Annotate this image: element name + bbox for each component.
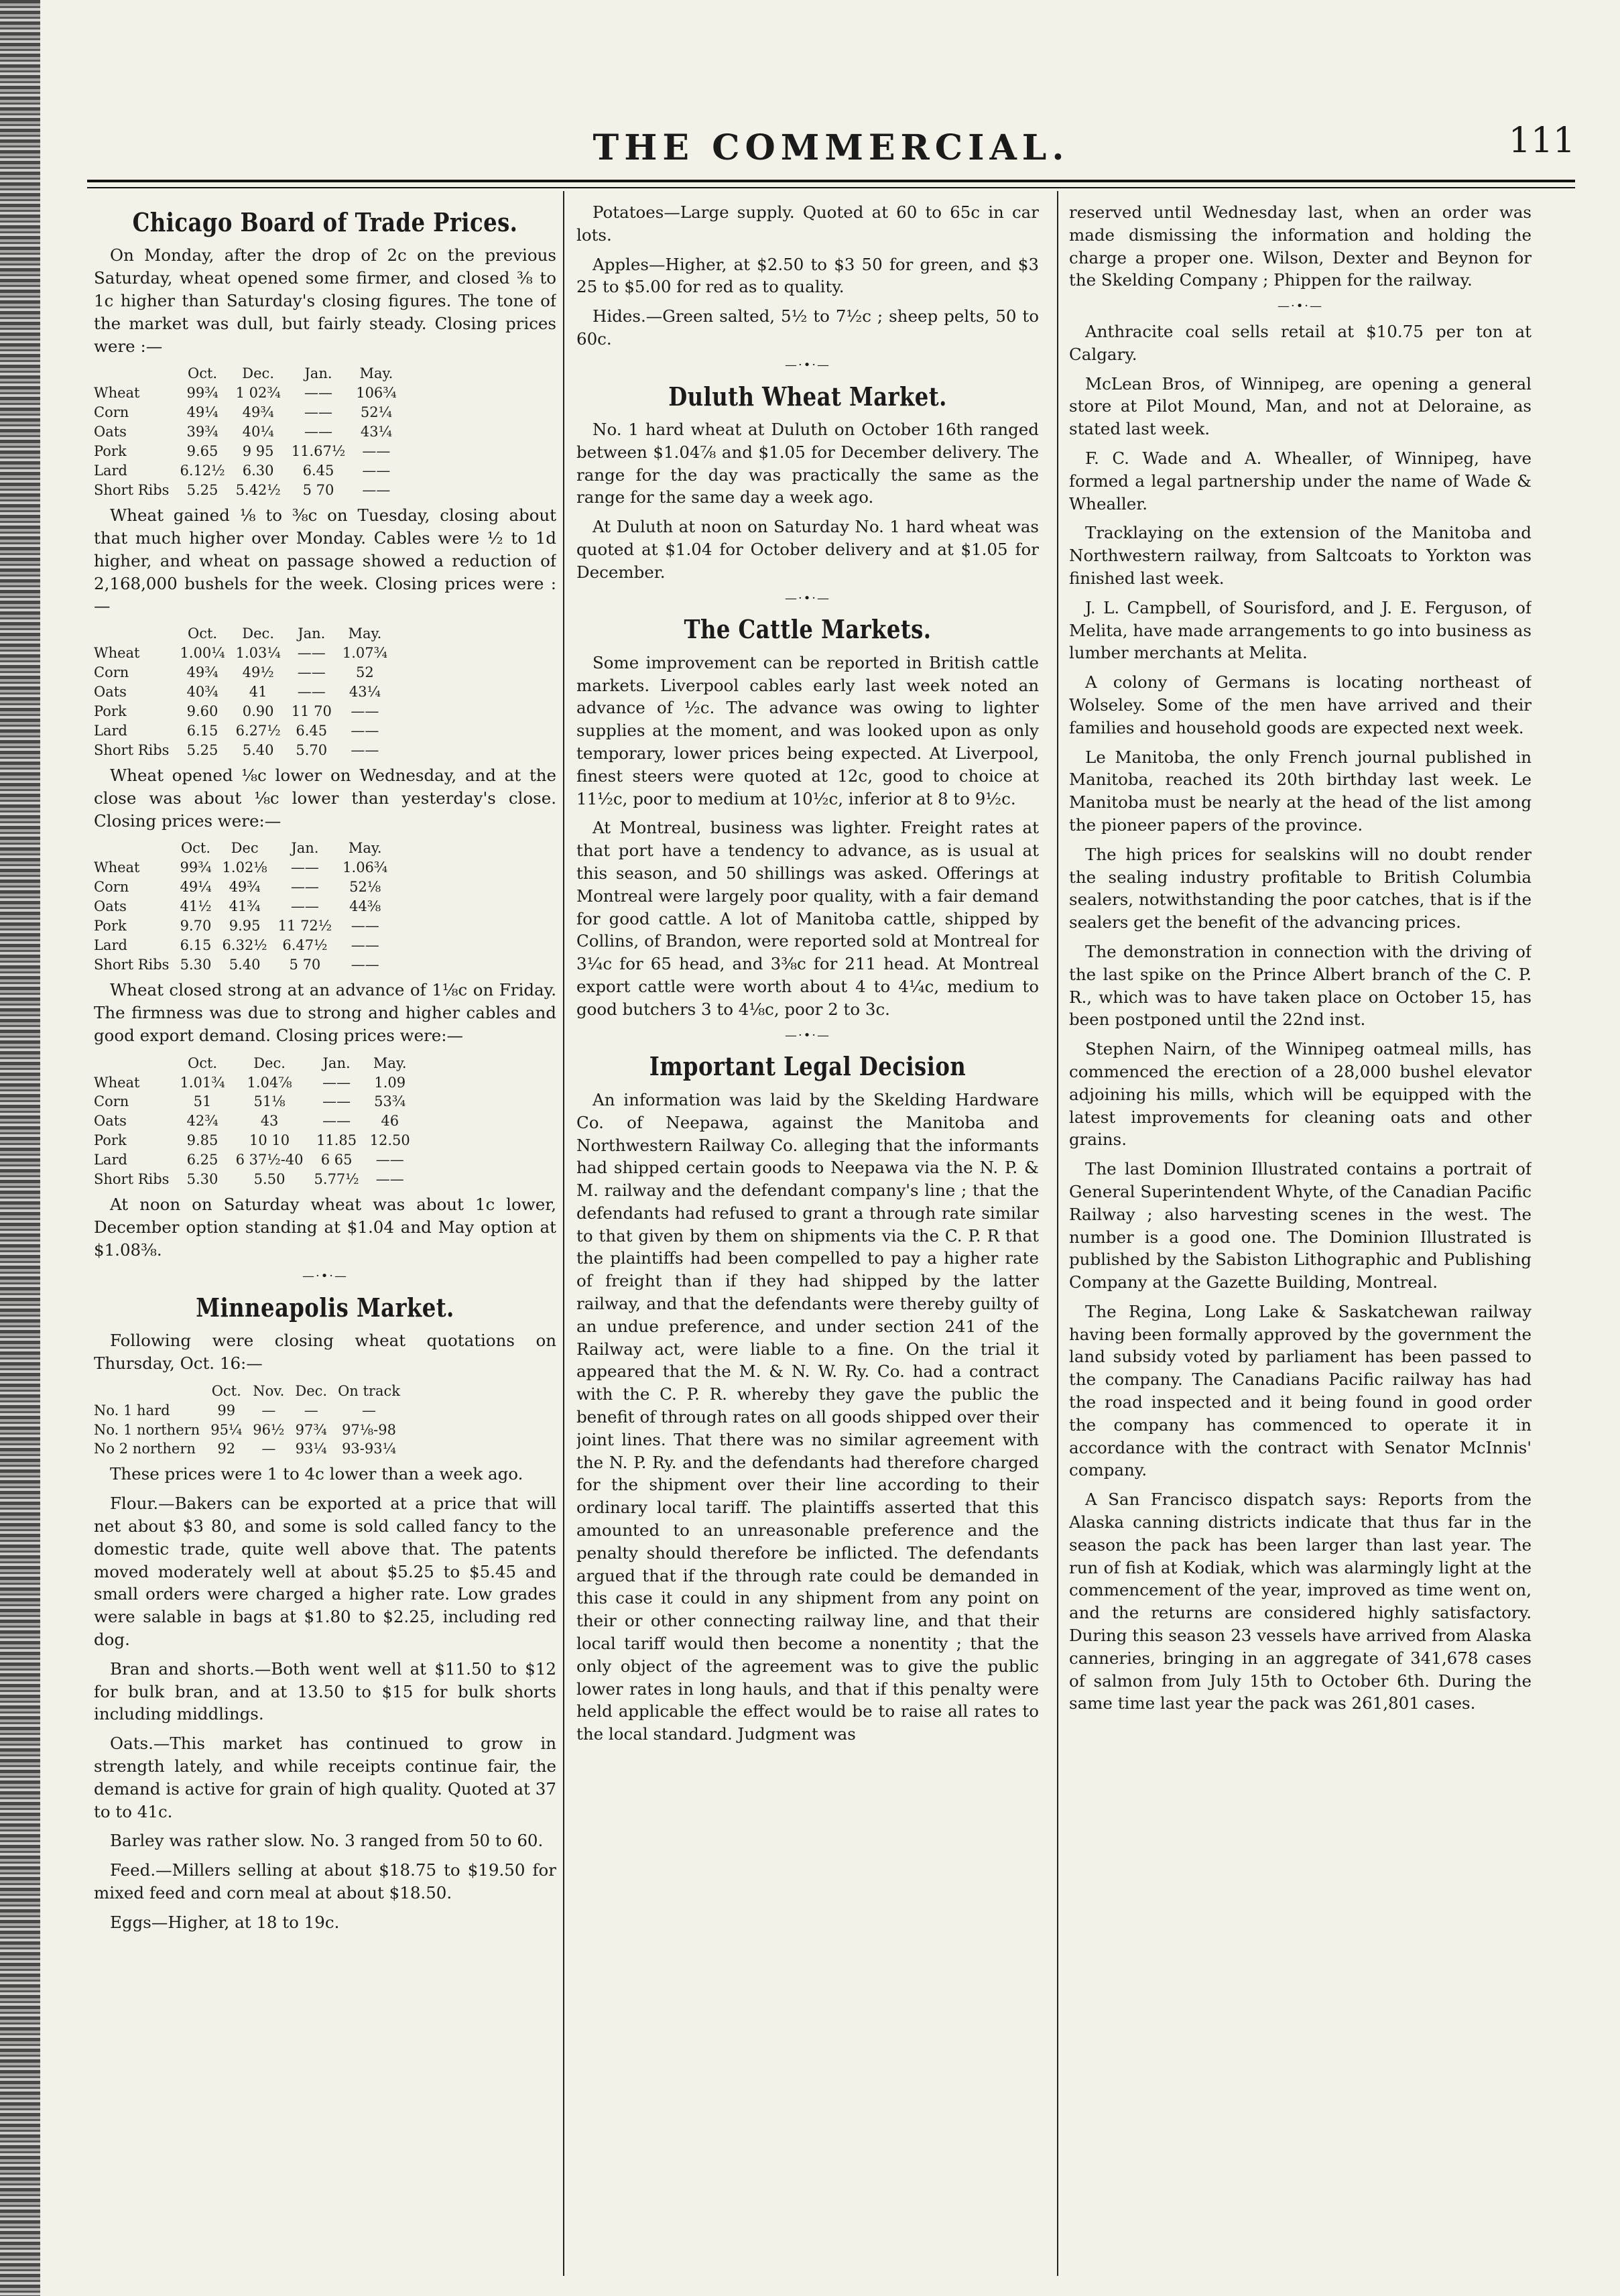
news-item: The last Dominion Illustrated contains a portrait of General Superintendent Whyte, of the Canadian Pacific Railway ; also harvesting scenes in the west. The number is a good one. The Dominion Illustrated is published by the Sabiston Lithographic and Publishing Company at the Gazette Building, Montreal.	[1069, 1159, 1532, 1292]
column-header: Dec	[231, 840, 259, 857]
price-cell: 49¾	[186, 664, 219, 681]
chicago-tuesday: Wheat gained ⅛ to ⅜c on Tuesday, closing about that much higher over Monday. Cables were ½ to 1d higher, and wheat on passage showed a reduction of 2,168,000 bushels for the week. Closing prices were :—	[94, 505, 556, 616]
commodity: Short Ribs	[94, 1171, 170, 1188]
price-cell: 99¾	[186, 385, 219, 402]
commodity: Lard	[94, 723, 127, 739]
table-row	[94, 1092, 416, 1111]
price-cell: 42¾	[186, 1113, 219, 1130]
price-cell: 41	[249, 684, 267, 701]
page-number: 111	[1508, 121, 1575, 161]
table-row	[94, 383, 402, 403]
table-row	[94, 878, 393, 897]
price-cell: ——	[351, 918, 379, 934]
price-cell: 43¼	[349, 684, 381, 701]
price-cell: ——	[297, 684, 326, 701]
price-cell: 0.90	[242, 703, 274, 720]
price-cell: 93-93¼	[342, 1441, 396, 1457]
column-header: Oct.	[187, 1054, 218, 1071]
newspaper-title: THE COMMERCIAL.	[593, 127, 1070, 168]
commodity: Short Ribs	[94, 742, 170, 758]
news-item: J. L. Campbell, of Sourisford, and J. E. Ferguson, of Melita, have made arrangements to go into business as lumber merchants at Melita.	[1069, 597, 1532, 663]
table-row	[94, 702, 393, 721]
grade: No 2 northern	[94, 1441, 196, 1457]
table-row	[94, 1439, 406, 1459]
minneapolis-table	[94, 1382, 406, 1459]
commodity: Short Ribs	[94, 957, 170, 973]
commodity: Wheat	[94, 645, 140, 662]
column-rule	[1057, 191, 1058, 2276]
price-cell: 46	[381, 1113, 399, 1130]
column-header: Oct.	[187, 365, 218, 382]
scan-edge	[0, 0, 40, 2296]
price-cell: 49¼	[180, 879, 212, 896]
price-cell: 97¾	[295, 1421, 327, 1438]
price-cell: 9.60	[186, 703, 219, 720]
eggs-paragraph: Eggs—Higher, at 18 to 19c.	[110, 1912, 340, 1932]
price-cell: 99¾	[180, 859, 212, 876]
column-header: On track	[338, 1382, 400, 1399]
price-cell: —	[362, 1402, 377, 1418]
grade: No. 1 hard	[94, 1402, 170, 1418]
table-row	[94, 1150, 416, 1170]
table-row	[94, 1170, 416, 1189]
commodity: Lard	[94, 463, 127, 479]
price-cell: ——	[304, 404, 332, 421]
price-cell: 6 37½-40	[235, 1152, 304, 1168]
price-cell: ——	[304, 424, 332, 440]
price-cell: 6.47½	[282, 937, 328, 954]
price-cell: 1.00¼	[180, 645, 225, 662]
price-cell: 11.85	[316, 1132, 357, 1149]
price-cell: 6.15	[186, 723, 219, 739]
news-item: The Regina, Long Lake & Saskatchewan railway having been formally approved by the government the land subsidy voted by parliament has been passed to the company. The Canadians Pacific railway has had the road inspected and it being found in good order the company has commenced to operate it in accordance with the contract with Senator McInnis' company.	[1069, 1301, 1532, 1480]
commodity: Corn	[94, 879, 129, 896]
column-header: May.	[348, 625, 382, 642]
section-separator: —·•·—	[784, 591, 831, 605]
price-cell: 97⅛-98	[342, 1421, 396, 1438]
table-row	[94, 1073, 416, 1093]
price-cell: ——	[351, 703, 379, 720]
column-header: Jan.	[291, 840, 319, 857]
legal-paragraph: An information was laid by the Skelding Hardware Co. of Neepawa, against the Manitoba and Northwestern Railway Co. alleging that the informants had shipped certain goods to Neepawa via the N. P. & M. railway and the defendant company's line ; that the defendants had refused to grant a through rate similar to that given by them on shipments via the C. P. R that the plaintiffs had been compelled to pay a higher rate of freight than if they had shipped by the latter railway, and that the defendants were thereby guilty of an undue preference, and under section 241 of the Railway act, were liable to a fine. On the trial it appeared that the M. & N. W. Ry. Co. had a contract with the C. P. R. whereby they gave the public the benefit of through rates on all goods shipped over their joint lines. That there was no similar agreement with the N. P. Ry. and the defendants had therefore charged for the shipment over their line according to their ordinary local tariff. The plaintiffs asserted that this amounted to an unreasonable preference and the penalty should therefore be inflicted. The defendants argued that if the through rate could be demanded in this case it could in any shipment from any point on their or other connecting railway line, and that their local tariff would then become a nonentity ; that the only object of the agreement was to give the public lower rates in long hauls, and that if this penalty were held applicable the effect would be to raise all rates to the local standard. Judgment was	[576, 1089, 1039, 1744]
price-cell: 51	[193, 1093, 212, 1110]
news-item: McLean Bros, of Winnipeg, are opening a general store at Pilot Mound, Man, and not at Deloraine, as stated last week.	[1069, 373, 1532, 439]
column-rule	[563, 191, 564, 2276]
price-cell: 5.42½	[235, 482, 281, 499]
price-cell: 1.03¼	[235, 645, 281, 662]
price-cell: ——	[351, 937, 379, 954]
cattle-paragraph: Some improvement can be reported in British cattle markets. Liverpool cables early last week noted an advance of ½c. The advance was owing to lighter supplies at the moment, and was looked upon as only temporary, lower prices being expected. At Liverpool, finest steers were quoted at 12c, good to choice at 11½c, poor to medium at 10½c, inferior at 8 to 9½c.	[576, 652, 1039, 808]
table-row	[94, 442, 402, 461]
price-cell: 11 72½	[277, 918, 332, 934]
price-cell: —	[261, 1402, 276, 1418]
column-header: Nov.	[253, 1382, 285, 1399]
table-row	[94, 936, 393, 955]
table-row	[94, 682, 393, 702]
price-cell: 5.30	[180, 957, 212, 973]
column-1	[94, 201, 556, 2266]
price-cell: 41¾	[229, 898, 261, 915]
header-rule	[87, 180, 1575, 188]
price-cell: 12.50	[369, 1132, 410, 1149]
table-row	[94, 422, 402, 442]
price-cell: 43¼	[360, 424, 392, 440]
price-cell: ——	[351, 723, 379, 739]
price-cell: 9 95	[242, 443, 274, 460]
price-cell: 6.45	[296, 723, 328, 739]
price-cell: 106¾	[356, 385, 397, 402]
price-cell: 52¼	[360, 404, 392, 421]
table-header	[94, 364, 402, 383]
column-header: Dec.	[242, 365, 274, 382]
column-header: Oct.	[180, 840, 211, 857]
news-item: The demonstration in connection with the driving of the last spike on the Prince Albert branch of the C. P. R., which was to have taken place on October 15, has been postponed until the 22nd inst.	[1069, 941, 1532, 1030]
hides-paragraph: Hides.—Green salted, 5½ to 7½c ; sheep pelts, 50 to 60c.	[576, 306, 1039, 349]
table-header	[94, 624, 393, 644]
chicago-heading: Chicago Board of Trade Prices.	[132, 207, 518, 237]
section-separator: —·•·—	[1277, 299, 1324, 314]
price-cell: 6 65	[320, 1152, 353, 1168]
section-separator: —·•·—	[302, 1268, 349, 1283]
table-row	[94, 481, 402, 500]
price-cell: ——	[322, 1093, 351, 1110]
bran-paragraph: Bran and shorts.—Both went well at $11.50 to $12 for bulk bran, and at 13.50 to $15 for bulk shorts including middlings.	[94, 1658, 556, 1724]
table-row	[94, 663, 393, 682]
price-table-friday	[94, 1054, 416, 1190]
price-cell: 1 02¾	[235, 385, 281, 402]
news-item: A San Francisco dispatch says: Reports from the Alaska canning districts indicate that thus far in the season the pack has been larger than last year. The run of fish at Kodiak, which was alarmingly light at the commencement of the year, improved as time went on, and the returns are considered highly satisfactory. During this season 23 vessels have arrived from Alaska canneries, bringing in an aggregate of 341,678 cases of salmon from July 15th to October 6th. During the same time last year the pack was 261,801 cases.	[1069, 1490, 1532, 1713]
commodity: Pork	[94, 918, 127, 934]
price-cell: ——	[297, 664, 326, 681]
price-cell: 5.70	[296, 742, 328, 758]
table-row	[94, 858, 393, 878]
price-cell: 5.40	[229, 957, 261, 973]
price-cell: 11.67½	[291, 443, 346, 460]
column-header: Dec.	[295, 1382, 328, 1399]
price-cell: ——	[297, 645, 326, 662]
section-separator: —·•·—	[784, 357, 831, 372]
commodity: Corn	[94, 664, 129, 681]
table-row	[94, 1111, 416, 1131]
news-item: Tracklaying on the extension of the Manitoba and Northwestern railway, from Saltcoats to Yorkton was finished last week.	[1069, 523, 1532, 588]
barley-paragraph: Barley was rather slow. No. 3 ranged from 50 to 60.	[110, 1831, 544, 1851]
price-cell: 1.01¾	[180, 1074, 225, 1091]
commodity: Oats	[94, 1113, 127, 1130]
price-cell: 6.12½	[180, 463, 225, 479]
price-cell: 9.65	[186, 443, 219, 460]
commodity: Lard	[94, 1152, 127, 1168]
price-cell: 41½	[180, 898, 212, 915]
price-cell: 6.25	[186, 1152, 219, 1168]
price-cell: ——	[322, 1074, 351, 1091]
price-cell: ——	[304, 385, 332, 402]
price-table-monday	[94, 364, 402, 500]
section-separator: —·•·—	[784, 1028, 831, 1042]
commodity: Oats	[94, 898, 127, 915]
price-cell: 6.45	[302, 463, 334, 479]
price-cell: 53¾	[374, 1093, 406, 1110]
table-row	[94, 461, 402, 481]
news-item: A colony of Germans is locating northeast of Wolseley. Some of the men have arrived and their families and household goods are expected next week.	[1069, 672, 1532, 737]
duluth-paragraph: At Duluth at noon on Saturday No. 1 hard wheat was quoted at $1.04 for October delivery and at $1.05 for December.	[576, 517, 1039, 582]
column-header: Jan.	[304, 365, 332, 382]
news-item: Anthracite coal sells retail at $10.75 per ton at Calgary.	[1069, 322, 1532, 364]
price-cell: 9.70	[180, 918, 212, 934]
price-cell: 1.04⅞	[247, 1074, 292, 1091]
column-2	[576, 201, 1039, 2266]
price-cell: —	[304, 1402, 318, 1418]
commodity: Oats	[94, 424, 127, 440]
price-cell: 52	[356, 664, 374, 681]
table-row	[94, 1421, 406, 1440]
column-header: Oct.	[187, 625, 218, 642]
price-cell: 40¼	[242, 424, 274, 440]
price-cell: 5.50	[253, 1171, 286, 1188]
price-cell: 40¾	[186, 684, 219, 701]
column-header: May.	[348, 840, 382, 857]
chicago-friday: Wheat closed strong at an advance of 1⅛c on Friday. The firmness was due to strong and higher cables and good export demand. Closing prices were:—	[94, 980, 556, 1045]
commodity: Corn	[94, 404, 129, 421]
feed-paragraph: Feed.—Millers selling at about $18.75 to $19.50 for mixed feed and corn meal at about $18.50.	[94, 1860, 556, 1902]
price-cell: 49½	[242, 664, 274, 681]
price-cell: 5.25	[186, 482, 219, 499]
cattle-heading: The Cattle Markets.	[684, 614, 932, 645]
price-cell: 6.30	[242, 463, 274, 479]
price-cell: 1.07¾	[342, 645, 387, 662]
commodity: Wheat	[94, 1074, 140, 1091]
oats-paragraph: Oats.—This market has continued to grow in strength lately, and while receipts continue fair, the demand is active for grain of high quality. Quoted at 37 to to 41c.	[94, 1734, 556, 1821]
price-cell: —	[261, 1441, 276, 1457]
column-header: May.	[373, 1054, 407, 1071]
commodity: Oats	[94, 684, 127, 701]
price-cell: ——	[290, 879, 319, 896]
price-cell: ——	[290, 859, 319, 876]
price-cell: 6.15	[180, 937, 212, 954]
table-row	[94, 916, 393, 936]
masthead	[87, 121, 1575, 174]
price-cell: 5.25	[186, 742, 219, 758]
price-cell: 1.02⅛	[222, 859, 267, 876]
column-header: Oct.	[211, 1382, 241, 1399]
minneapolis-intro: Following were closing wheat quotations on Thursday, Oct. 16:—	[94, 1330, 556, 1373]
price-cell: ——	[362, 443, 391, 460]
potatoes-paragraph: Potatoes—Large supply. Quoted at 60 to 65c in car lots.	[576, 202, 1039, 245]
table-row	[94, 1401, 406, 1421]
commodity: Pork	[94, 1132, 127, 1149]
table-header	[94, 839, 393, 858]
price-cell: 11 70	[291, 703, 332, 720]
apples-paragraph: Apples—Higher, at $2.50 to $3 50 for green, and $3 25 to $5.00 for red as to quality.	[576, 254, 1039, 297]
column-header: Dec.	[253, 1054, 286, 1071]
price-cell: 1.06¾	[342, 859, 388, 876]
commodity: Wheat	[94, 385, 140, 402]
price-cell: 49¾	[242, 404, 274, 421]
commodity: Pork	[94, 703, 127, 720]
price-cell: 49¼	[186, 404, 219, 421]
flour-paragraph: Flour.—Bakers can be exported at a price that will net about $3 80, and some is sold called fancy to the domestic trade, quite well above that. The patents moved moderately well at about $5.25 to $5.45 and small orders were charged a higher rate. Low grades were salable in bags at $1.80 to $2.25, including red dog.	[94, 1494, 556, 1650]
price-cell: 51⅛	[253, 1093, 286, 1110]
table-header	[94, 1054, 416, 1073]
price-cell: ——	[290, 898, 319, 915]
column-header: Dec.	[242, 625, 274, 642]
cattle-paragraph: At Montreal, business was lighter. Freight rates at that port have a tendency to advance, as is usual at this season, and 50 shillings was asked. Offerings at Montreal were largely poor quality, with a fair demand for good cattle. A lot of Manitoba cattle, shipped by Collins, of Brandon, were reported sold at Montreal for 3¼c for 65 head, and 3⅜c for 211 head. At Montreal export cattle were worth about 4 to 4¼c, medium to good butchers 3 to 4⅛c, poor 2 to 3c.	[576, 818, 1039, 1019]
price-cell: 1.09	[374, 1074, 406, 1091]
table-row	[94, 721, 393, 741]
price-cell: ——	[351, 742, 379, 758]
price-cell: 96½	[253, 1421, 285, 1438]
duluth-heading: Duluth Wheat Market.	[668, 381, 947, 412]
news-item: Stephen Nairn, of the Winnipeg oatmeal mills, has commenced the erection of a 28,000 bushel elevator adjoining his mills, which will be equipped with the latest improvements for cleaning oats and other grains.	[1069, 1039, 1532, 1150]
price-cell: ——	[362, 482, 391, 499]
table-row	[94, 741, 393, 760]
price-cell: 9.95	[229, 918, 261, 934]
price-table-tuesday	[94, 624, 393, 760]
news-item: Le Manitoba, the only French journal published in Manitoba, reached its 20th birthday last week. Le Manitoba must be nearly at the head of the list among the pioneer papers of the province.	[1069, 747, 1532, 835]
price-cell: 6.32½	[222, 937, 267, 954]
price-cell: 39¾	[186, 424, 219, 440]
chicago-saturday: At noon on Saturday wheat was about 1c lower, December option standing at $1.04 and May option at $1.08⅜.	[94, 1195, 556, 1260]
price-cell: 99	[217, 1402, 236, 1418]
price-cell: 6.27½	[235, 723, 281, 739]
legal-heading: Important Legal Decision	[649, 1051, 967, 1082]
column-3	[1069, 201, 1532, 2266]
commodity: Pork	[94, 443, 127, 460]
table-row	[94, 403, 402, 422]
price-cell: 9.85	[186, 1132, 219, 1149]
price-cell: ——	[322, 1113, 351, 1130]
column-header: May.	[359, 365, 393, 382]
minneapolis-heading: Minneapolis Market.	[196, 1292, 454, 1323]
table-header	[94, 1382, 406, 1401]
price-cell: 5.30	[186, 1171, 219, 1188]
price-cell: ——	[375, 1171, 404, 1188]
minneapolis-lower: These prices were 1 to 4c lower than a week ago.	[110, 1464, 523, 1484]
column-header: Jan.	[298, 625, 326, 642]
price-cell: 5 70	[302, 482, 334, 499]
table-row	[94, 1131, 416, 1150]
news-item: F. C. Wade and A. Whealler, of Winnipeg, have formed a legal partnership under the name of Wade & Whealler.	[1069, 448, 1532, 513]
price-cell: 5.77½	[314, 1171, 359, 1188]
price-cell: 92	[217, 1441, 236, 1457]
price-cell: 5.40	[242, 742, 274, 758]
price-cell: ——	[362, 463, 391, 479]
price-cell: ——	[351, 957, 379, 973]
price-cell: 5 70	[289, 957, 321, 973]
table-row	[94, 644, 393, 663]
legal-continuation: reserved until Wednesday last, when an order was made dismissing the information and holding the charge a proper one. Wilson, Dexter and Beynon for the Skelding Company ; Phippen for the railway.	[1069, 202, 1532, 290]
price-cell: ——	[375, 1152, 404, 1168]
price-cell: 44⅜	[349, 898, 381, 915]
chicago-wednesday: Wheat opened ⅛c lower on Wednesday, and at the close was about ⅛c lower than yesterday's close. Closing prices were:—	[94, 765, 556, 831]
price-cell: 95¼	[210, 1421, 243, 1438]
price-cell: 43	[260, 1113, 279, 1130]
commodity: Wheat	[94, 859, 140, 876]
price-cell: 49¾	[229, 879, 261, 896]
price-table-wednesday	[94, 839, 393, 975]
price-cell: 93¼	[295, 1441, 327, 1457]
duluth-paragraph: No. 1 hard wheat at Duluth on October 16th ranged between $1.04⅞ and $1.05 for December delivery. The range for the day was practically the same as the range for the same day a week ago.	[576, 420, 1039, 507]
table-row	[94, 955, 393, 975]
news-item: The high prices for sealskins will no doubt render the sealing industry profitable to British Columbia sealers, notwithstanding the poor catches, that is if the sealers get the benefit of the advancing prices.	[1069, 844, 1532, 932]
commodity: Lard	[94, 937, 127, 954]
price-cell: 52⅛	[349, 879, 381, 896]
commodity: Corn	[94, 1093, 129, 1110]
chicago-intro: On Monday, after the drop of 2c on the previous Saturday, wheat opened some firmer, and closed ⅜ to 1c higher than Saturday's closing figures. The tone of the market was dull, but fairly steady. Closing prices were :—	[94, 245, 556, 356]
commodity: Short Ribs	[94, 482, 170, 499]
price-cell: 10 10	[249, 1132, 290, 1149]
table-row	[94, 897, 393, 916]
column-header: Jan.	[322, 1054, 351, 1071]
grade: No. 1 northern	[94, 1421, 200, 1438]
